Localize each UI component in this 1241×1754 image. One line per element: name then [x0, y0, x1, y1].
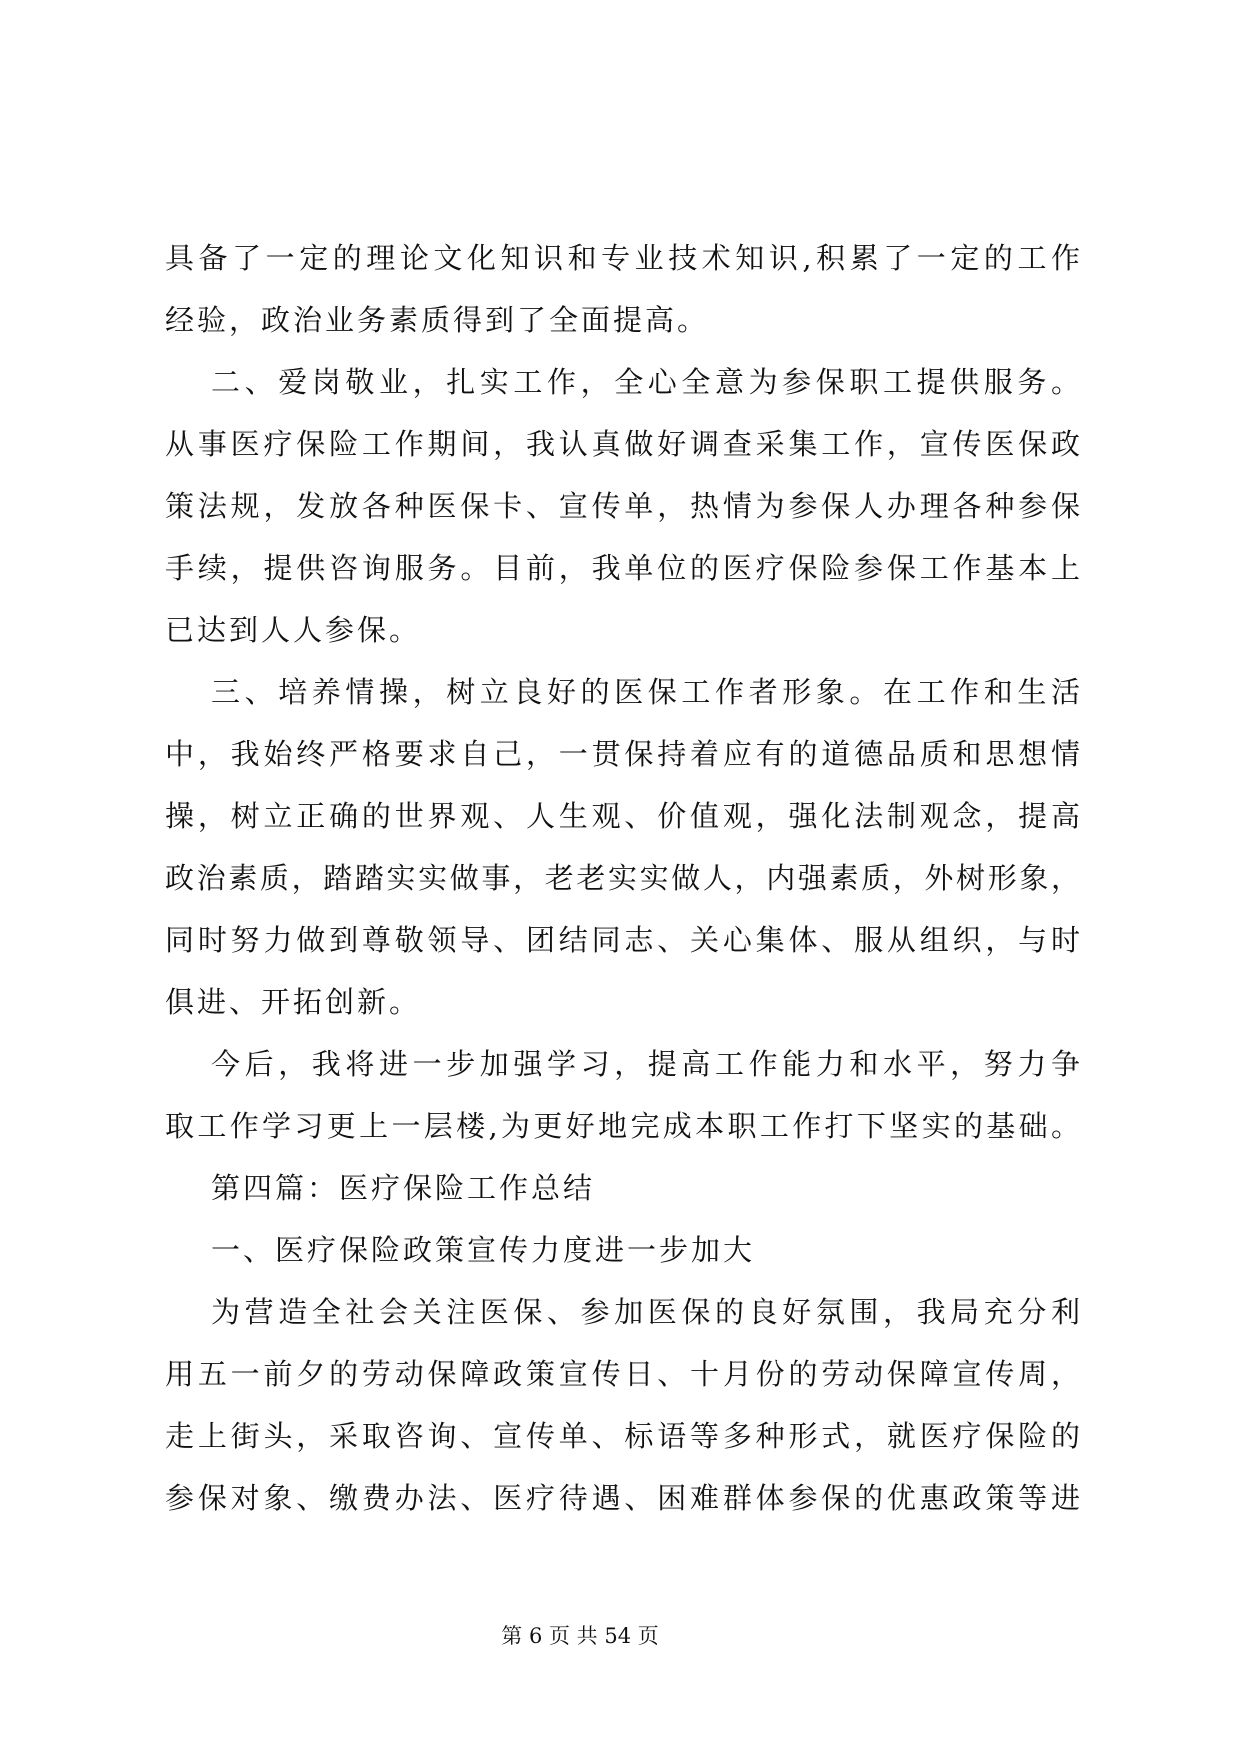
text-line: 已达到人人参保。 — [165, 613, 422, 647]
document-body — [165, 227, 1080, 1529]
text-line: 同时努力做到尊敬领导、团结同志、关心集体、服从组织，与时 — [165, 923, 1080, 957]
text-line: 第四篇：医疗保险工作总结 — [211, 1171, 596, 1205]
text-line: 中，我始终严格要求自己，一贯保持着应有的道德品质和思想情 — [165, 737, 1080, 771]
text-line: 参保对象、缴费办法、医疗待遇、困难群体参保的优惠政策等进 — [165, 1481, 1080, 1515]
text-line: 三、培养情操，树立良好的医保工作者形象。在工作和生活 — [211, 675, 1080, 709]
text-line: 为营造全社会关注医保、参加医保的良好氛围，我局充分利 — [211, 1295, 1080, 1329]
text-line: 经验，政治业务素质得到了全面提高。 — [165, 303, 710, 337]
text-line: 二、爱岗敬业，扎实工作，全心全意为参保职工提供服务。 — [211, 365, 1080, 399]
text-line: 俱进、开拓创新。 — [165, 985, 422, 1019]
text-line: 具备了一定的理论文化知识和专业技术知识,积累了一定的工作 — [165, 241, 1080, 275]
text-line: 今后，我将进一步加强学习，提高工作能力和水平，努力争 — [211, 1047, 1080, 1081]
text-line: 用五一前夕的劳动保障政策宣传日、十月份的劳动保障宣传周， — [165, 1357, 1080, 1391]
text-line: 政治素质，踏踏实实做事，老老实实做人，内强素质，外树形象， — [165, 861, 1080, 895]
text-line: 一、医疗保险政策宣传力度进一步加大 — [211, 1233, 756, 1267]
text-line: 手续，提供咨询服务。目前，我单位的医疗保险参保工作基本上 — [165, 551, 1080, 585]
page-number-footer: 第 6 页 共 54 页 — [501, 1624, 659, 1648]
text-line: 策法规，发放各种医保卡、宣传单，热情为参保人办理各种参保 — [165, 489, 1080, 523]
text-line: 走上街头，采取咨询、宣传单、标语等多种形式，就医疗保险的 — [165, 1419, 1080, 1453]
text-line: 从事医疗保险工作期间，我认真做好调查采集工作，宣传医保政 — [165, 427, 1080, 461]
text-line: 取工作学习更上一层楼,为更好地完成本职工作打下坚实的基础。 — [165, 1109, 1080, 1143]
text-line: 操，树立正确的世界观、人生观、价值观，强化法制观念，提高 — [165, 799, 1080, 833]
